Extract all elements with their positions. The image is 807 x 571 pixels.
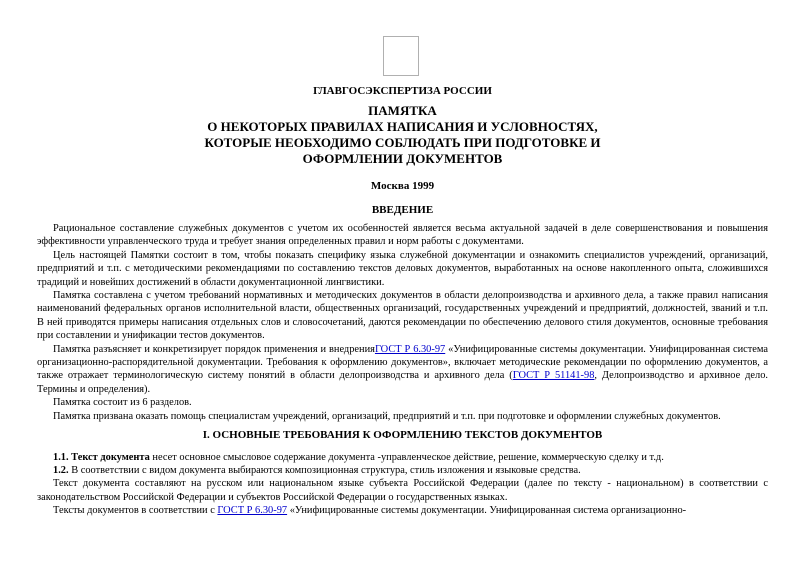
paragraph-8-text-b: «Унифицированные системы документации. Унифицированная система организационно- bbox=[289, 505, 687, 517]
gost-6-30-97-link-2[interactable]: ГОСТ Р 6.30-97 bbox=[217, 505, 288, 517]
gost-6-30-97-link[interactable]: ГОСТ Р 6.30-97 bbox=[374, 343, 446, 355]
section-1-heading: I. ОСНОВНЫЕ ТРЕБОВАНИЯ К ОФОРМЛЕНИЮ ТЕКСТОВ ДОКУМЕНТОВ bbox=[202, 429, 603, 442]
title-line-4: ОФОРМЛЕНИИ ДОКУМЕНТОВ bbox=[302, 151, 503, 166]
paragraph-8-text-a: Тексты документов в соответствии с bbox=[53, 505, 215, 517]
city-year: Москва 1999 bbox=[370, 180, 435, 192]
paragraph-2: Цель настоящей Памятки состоит в том, чтобы показать специфику языка служебной документации и ознакомить специалистов учреждений, организаций, предприятий и т.п. с методическими рекомендациями по составлению текстов деловых документов, выработанных на основе накопленного опыта, сложившихся традиций и новейших достижений в области документационной лингвистики. bbox=[37, 249, 768, 288]
paragraph-4 bbox=[37, 343, 768, 397]
paragraph-4-text-a: Памятка разъясняет и конкретизирует порядок применения и внедрения bbox=[53, 343, 375, 355]
title-line-3: КОТОРЫЕ НЕОБХОДИМО СОБЛЮДАТЬ ПРИ ПОДГОТОВКЕ И bbox=[204, 135, 601, 150]
paragraph-6: Памятка призвана оказать помощь специалистам учреждений, организаций, предприятий и т.п. при подготовке и оформлении служебных документов. bbox=[53, 410, 721, 422]
paragraph-4-text-c: , Делопроизводство и архивное дело. Термины и определения). bbox=[37, 370, 768, 395]
clause-1-2-label: 1.2. bbox=[53, 464, 69, 476]
gost-51141-98-link[interactable]: ГОСТ Р 51141-98 bbox=[512, 370, 595, 382]
document-body bbox=[37, 222, 768, 518]
document-title bbox=[37, 103, 768, 167]
intro-heading: ВВЕДЕНИЕ bbox=[371, 204, 434, 216]
clause-1-2 bbox=[37, 464, 768, 477]
clause-1-1-label: 1.1. Текст документа bbox=[53, 451, 150, 463]
clause-1-2-text: В соответствии с видом документа выбираются композиционная структура, стиль изложения и языковые средства. bbox=[68, 464, 581, 476]
organization-name: ГЛАВГОСЭКСПЕРТИЗА РОССИИ bbox=[313, 85, 492, 97]
paragraph-4-text-b: «Унифицированные системы документации. Унифицированная система организационно-распорядительной документации. Требования к оформлению документов», включает методические рекомендации по оформлению документов, а также отражает терминологическую систему понятий в области делопроизводства и архивного дела ( bbox=[37, 343, 769, 382]
emblem-image-placeholder bbox=[383, 36, 419, 76]
paragraph-1: Рациональное составление служебных документов с учетом их особенностей является весьма актуальной задачей в деле совершенствования и повышения эффективности управленческого труда и требует знания определенных правил и норм работы с документами. bbox=[37, 223, 768, 248]
clause-1-1 bbox=[37, 451, 768, 464]
title-line-2: О НЕКОТОРЫХ ПРАВИЛАХ НАПИСАНИЯ И УСЛОВНОСТЯХ, bbox=[207, 119, 598, 134]
paragraph-5: Памятка состоит из 6 разделов. bbox=[53, 397, 192, 409]
clause-1-1-text: несет основное смысловое содержание документа -управленческое действие, решение, коммерческую сделку и т.д. bbox=[149, 451, 664, 463]
paragraph-8 bbox=[37, 504, 768, 517]
paragraph-3: Памятка составлена с учетом требований нормативных и методических документов в области делопроизводства и архивного дела, а также правил написания наименований федеральных органов исполнительной власти, общественных организаций, государственных учреждений и предприятий, должностей, званий и т.п. В ней приводятся примеры написания отдельных слов и словосочетаний, даются рекомендации по обеспечению делового стиля документов, основные требования при составлении и унификации тестов документов. bbox=[37, 290, 768, 342]
title-line-1: ПАМЯТКА bbox=[368, 103, 437, 118]
paragraph-7: Текст документа составляют на русском или национальном языке субъекта Российской Федерации (далее по тексту - национальном) в соответствии с законодательством Российской Федерации и субъектов Российской Федерации о государственных языках. bbox=[37, 478, 768, 503]
